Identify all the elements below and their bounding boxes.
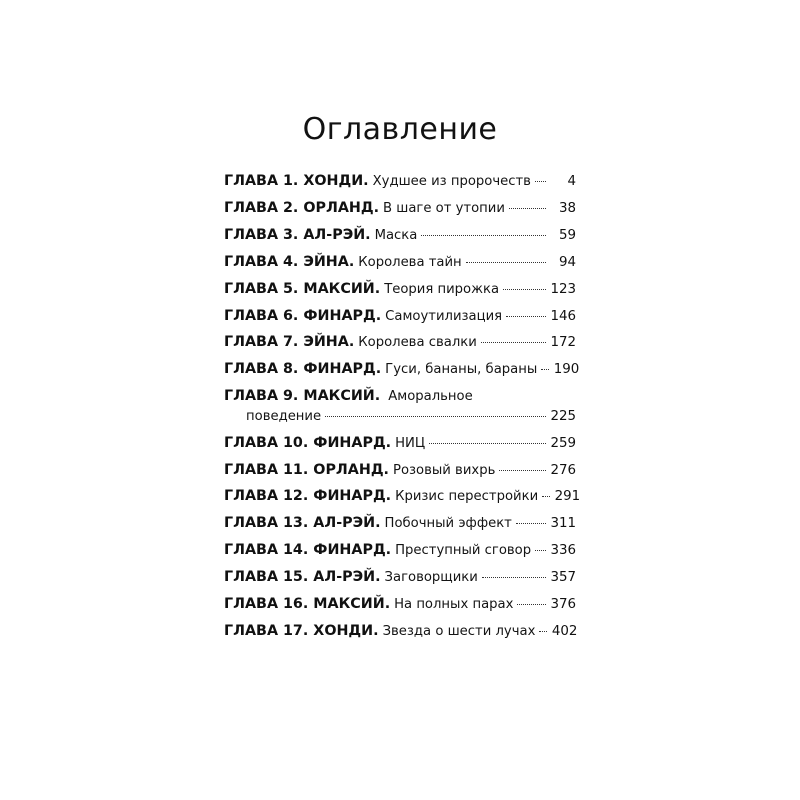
toc-chapter-title: Звезда о шести лучах	[382, 624, 536, 639]
toc-entry[interactable]	[224, 255, 576, 269]
toc-page-number: 172	[550, 335, 576, 351]
toc-entry[interactable]	[224, 361, 580, 378]
dot-leader	[503, 288, 546, 290]
toc-page-number: 402	[551, 624, 578, 639]
toc-chapter-label: ГЛАВА 4. ЭЙНА.	[224, 253, 355, 270]
toc-entry[interactable]	[224, 282, 576, 296]
toc-entry[interactable]	[224, 309, 576, 323]
dot-leader	[325, 415, 546, 417]
table-of-contents	[224, 173, 581, 639]
toc-entry[interactable]	[224, 516, 576, 530]
toc-entry[interactable]	[224, 436, 576, 450]
dot-leader	[421, 234, 546, 236]
toc-chapter-label: ГЛАВА 14. ФИНАРД.	[224, 542, 392, 559]
toc-chapter-title: Маска	[374, 227, 418, 243]
toc-page-number: 59	[558, 227, 576, 243]
toc-page-number: 4	[567, 174, 576, 189]
toc-entry[interactable]	[224, 543, 576, 557]
toc-chapter-label: ГЛАВА 11. ОРЛАНД.	[224, 461, 389, 478]
toc-chapter-label: ГЛАВА 2. ОРЛАНД.	[224, 199, 380, 216]
toc-chapter-title: Преступный сговор	[395, 543, 532, 559]
toc-chapter-title: Розовый вихрь	[393, 462, 496, 478]
toc-chapter-title: Теория пирожка	[384, 281, 500, 297]
toc-page-number: 376	[550, 597, 576, 613]
toc-entry[interactable]	[224, 201, 576, 215]
toc-page-number: 123	[550, 281, 576, 297]
toc-entry[interactable]	[224, 463, 576, 477]
dot-leader	[482, 576, 546, 578]
toc-page-number: 190	[553, 362, 580, 378]
toc-chapter-title: В шаге от утопии	[383, 200, 505, 216]
toc-page-number: 357	[550, 570, 576, 586]
toc-entry[interactable]	[224, 624, 576, 638]
toc-chapter-title: Заговорщики	[384, 570, 478, 586]
toc-page-number: 259	[550, 435, 576, 451]
dot-leader	[429, 442, 546, 444]
toc-chapter-title: Королева свалки	[358, 335, 477, 351]
toc-page-number: 38	[558, 200, 576, 216]
toc-chapter-label: ГЛАВА 12. ФИНАРД.	[224, 488, 392, 505]
dot-leader	[481, 341, 546, 343]
page-title: Оглавление	[302, 112, 498, 147]
toc-entry[interactable]	[224, 335, 576, 349]
toc-page-number: 94	[558, 254, 576, 270]
toc-chapter-label: ГЛАВА 13. АЛ-РЭЙ.	[224, 515, 381, 532]
dot-leader	[509, 207, 546, 209]
toc-entry[interactable]	[224, 597, 576, 611]
toc-chapter-label: ГЛАВА 10. ФИНАРД.	[224, 434, 392, 451]
toc-chapter-label: ГЛАВА 5. МАКСИЙ.	[224, 280, 381, 297]
toc-chapter-title: Королева тайн	[358, 254, 462, 270]
toc-chapter-label: ГЛАВА 16. МАКСИЙ.	[224, 596, 391, 613]
toc-entry[interactable]	[224, 570, 576, 584]
dot-leader	[499, 469, 546, 471]
dot-leader	[542, 495, 550, 497]
dot-leader	[541, 368, 549, 370]
toc-chapter-label: ГЛАВА 6. ФИНАРД.	[224, 307, 382, 324]
dot-leader	[535, 180, 546, 182]
toc-page-number: 336	[550, 543, 576, 559]
toc-chapter-title-cont: поведение	[246, 408, 322, 424]
toc-chapter-label: ГЛАВА 9. МАКСИЙ.	[224, 388, 381, 405]
dot-leader	[516, 522, 546, 524]
toc-chapter-label: ГЛАВА 1. ХОНДИ.	[224, 173, 369, 189]
dot-leader	[535, 549, 546, 551]
dot-leader	[517, 603, 546, 605]
toc-chapter-title: Побочный эффект	[384, 516, 512, 532]
toc-chapter-title: Аморальное	[388, 389, 473, 405]
dot-leader	[466, 261, 546, 263]
toc-chapter-title: Кризис перестройки	[395, 489, 539, 505]
toc-entry[interactable]	[224, 174, 576, 188]
dot-leader	[539, 630, 547, 632]
toc-entry[interactable]	[224, 389, 576, 423]
toc-chapter-title: На полных парах	[394, 597, 514, 613]
toc-chapter-title: НИЦ	[395, 435, 426, 451]
toc-chapter-title: Самоутилизация	[385, 308, 503, 324]
toc-chapter-label: ГЛАВА 8. ФИНАРД.	[224, 361, 382, 378]
toc-page-number: 225	[550, 408, 576, 424]
toc-chapter-title: Худшее из пророчеств	[372, 174, 531, 189]
toc-chapter-title: Гуси, бананы, бараны	[385, 362, 538, 378]
toc-entry[interactable]	[224, 228, 576, 242]
toc-page-number: 291	[554, 489, 581, 505]
toc-chapter-label: ГЛАВА 3. АЛ-РЭЙ.	[224, 226, 371, 243]
toc-chapter-label: ГЛАВА 7. ЭЙНА.	[224, 334, 355, 351]
dot-leader	[506, 315, 546, 317]
toc-page-number: 146	[550, 308, 576, 324]
toc-entry[interactable]	[224, 488, 581, 505]
toc-chapter-label: ГЛАВА 15. АЛ-РЭЙ.	[224, 569, 381, 586]
toc-page-number: 276	[550, 462, 576, 478]
toc-page-number: 311	[550, 516, 576, 532]
toc-chapter-label: ГЛАВА 17. ХОНДИ.	[224, 623, 379, 639]
